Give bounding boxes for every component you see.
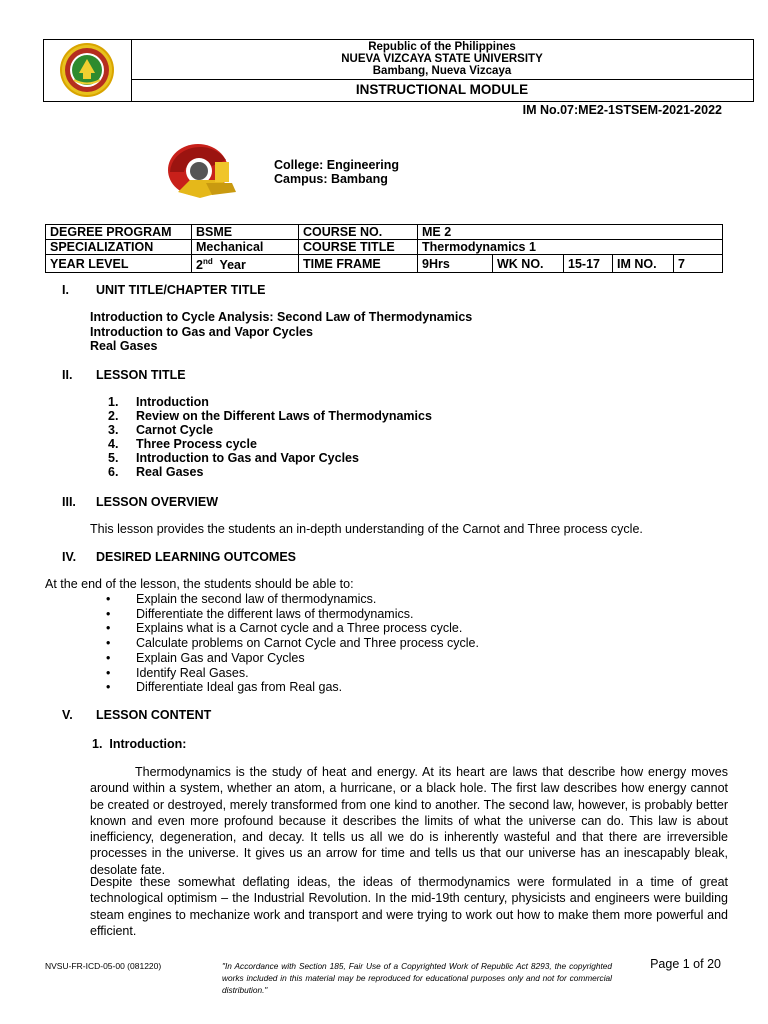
list-item: 5. Introduction to Gas and Vapor Cycles bbox=[108, 451, 359, 465]
unit-title-item: Introduction to Gas and Vapor Cycles bbox=[90, 324, 313, 339]
table-row bbox=[46, 225, 723, 240]
list-item: 4. Three Process cycle bbox=[108, 437, 257, 451]
year-word: Year bbox=[212, 258, 246, 273]
list-item: • Explain the second law of thermodynamics. bbox=[106, 592, 479, 607]
university-seal-icon bbox=[44, 40, 131, 101]
im-number: IM No.07:ME2-1STSEM-2021-2022 bbox=[522, 103, 722, 117]
header-text-block bbox=[131, 40, 753, 80]
table-cell bbox=[192, 255, 299, 273]
header-republic: Republic of the Philippines bbox=[368, 41, 516, 53]
table-row bbox=[46, 255, 723, 273]
intro-paragraph-1: Thermodynamics is the study of heat and energy. At its heart are laws that describe how energy moves around within a system, whether an atom, a hurricane, or a black hole. The first law describes how energy cannot be created or destroyed, merely transformed from one kind to another. The second law, however, is probably better known and even more profound because it describes the limits of what the universe can do. This law is about inefficiency, degeneration, and decay. It tells us all we do is inherently wasteful and that there are irreversible processes in the universe. It gives us an arrow for time and tells us that our universe has an inescapably bleak, desolate fate. bbox=[90, 765, 728, 877]
header-university: NUEVA VIZCAYA STATE UNIVERSITY bbox=[341, 53, 543, 65]
subsection-title: 1. Introduction: bbox=[92, 737, 187, 751]
section-5-number: V. bbox=[62, 708, 73, 722]
college-name: College: Engineering bbox=[274, 158, 400, 172]
unit-title-item: Real Gases bbox=[90, 339, 158, 354]
section-4-number: IV. bbox=[62, 550, 77, 564]
table-cell: WK NO. bbox=[493, 255, 564, 273]
table-cell: 7 bbox=[674, 255, 723, 273]
intro-paragraph-2: Despite these somewhat deflating ideas, the ideas of thermodynamics were formulated in a time of great technological optimism – the Industrial Revolution. In the mid-19th century, physicists and engineers were building steam engines to mechanize work and transport and were trying to work out how to make them more powerful and efficient. bbox=[90, 875, 728, 938]
table-cell: TIME FRAME bbox=[299, 255, 418, 273]
list-item: • Calculate problems on Carnot Cycle and Three process cycle. bbox=[106, 636, 479, 651]
section-4-title: DESIRED LEARNING OUTCOMES bbox=[96, 550, 297, 564]
table-cell: 9Hrs bbox=[418, 255, 493, 273]
year-number: 2 bbox=[196, 258, 203, 273]
section-2-title: LESSON TITLE bbox=[96, 368, 186, 382]
section-2-number: II. bbox=[62, 368, 73, 382]
section-1-number: I. bbox=[62, 283, 69, 297]
outcomes-intro: At the end of the lesson, the students should be able to: bbox=[45, 577, 354, 591]
unit-title-item: Introduction to Cycle Analysis: Second Law of Thermodynamics bbox=[90, 310, 473, 324]
list-item: • Differentiate the different laws of thermodynamics. bbox=[106, 607, 479, 622]
section-3-number: III. bbox=[62, 495, 76, 509]
list-item: • Identify Real Gases. bbox=[106, 666, 479, 681]
campus-name: Campus: Bambang bbox=[274, 172, 388, 186]
table-cell: ME 2 bbox=[418, 225, 723, 240]
table-cell: Thermodynamics 1 bbox=[418, 240, 723, 255]
table-cell: DEGREE PROGRAM bbox=[46, 225, 192, 240]
table-cell: COURSE TITLE bbox=[299, 240, 418, 255]
document-header bbox=[43, 39, 754, 102]
list-item: 2. Review on the Different Laws of Thermodynamics bbox=[108, 409, 432, 423]
course-info-table bbox=[45, 224, 723, 273]
list-item: 1. Introduction bbox=[108, 395, 209, 409]
module-title: INSTRUCTIONAL MODULE bbox=[355, 82, 529, 97]
overview-text: This lesson provides the students an in-depth understanding of the Carnot and Three process cycle. bbox=[90, 522, 643, 536]
list-item: • Explains what is a Carnot cycle and a Three process cycle. bbox=[106, 621, 479, 636]
lesson-list bbox=[108, 395, 432, 479]
list-item: 6. Real Gases bbox=[108, 465, 204, 479]
section-3-title: LESSON OVERVIEW bbox=[96, 495, 219, 509]
copyright-note: "In Accordance with Section 185, Fair Use of a Copyrighted Work of Republic Act 8293, the copyrighted works included in this material may be reproduced for educational purposes only and not for commercial distribution." bbox=[222, 961, 612, 995]
year-suffix: nd bbox=[202, 257, 213, 266]
college-info bbox=[274, 158, 399, 186]
table-cell: YEAR LEVEL bbox=[46, 255, 192, 273]
form-code: NVSU-FR-ICD-05-00 (081220) bbox=[45, 961, 162, 971]
section-1-title: UNIT TITLE/CHAPTER TITLE bbox=[96, 283, 266, 297]
college-logo-icon bbox=[160, 140, 242, 202]
table-cell: Mechanical bbox=[192, 240, 299, 255]
outcomes-list bbox=[106, 592, 479, 695]
header-location: Bambang, Nueva Vizcaya bbox=[372, 65, 512, 77]
table-cell: IM NO. bbox=[613, 255, 674, 273]
list-item: • Differentiate Ideal gas from Real gas. bbox=[106, 680, 479, 695]
table-cell: 15-17 bbox=[564, 255, 613, 273]
table-cell: COURSE NO. bbox=[299, 225, 418, 240]
list-item: • Explain Gas and Vapor Cycles bbox=[106, 651, 479, 666]
list-item: 3. Carnot Cycle bbox=[108, 423, 214, 437]
unit-titles bbox=[90, 310, 472, 354]
table-row bbox=[46, 240, 723, 255]
section-5-title: LESSON CONTENT bbox=[96, 708, 212, 722]
table-cell: SPECIALIZATION bbox=[46, 240, 192, 255]
page-number: Page 1 of 20 bbox=[650, 957, 721, 971]
table-cell: BSME bbox=[192, 225, 299, 240]
university-seal-cell bbox=[44, 40, 132, 101]
